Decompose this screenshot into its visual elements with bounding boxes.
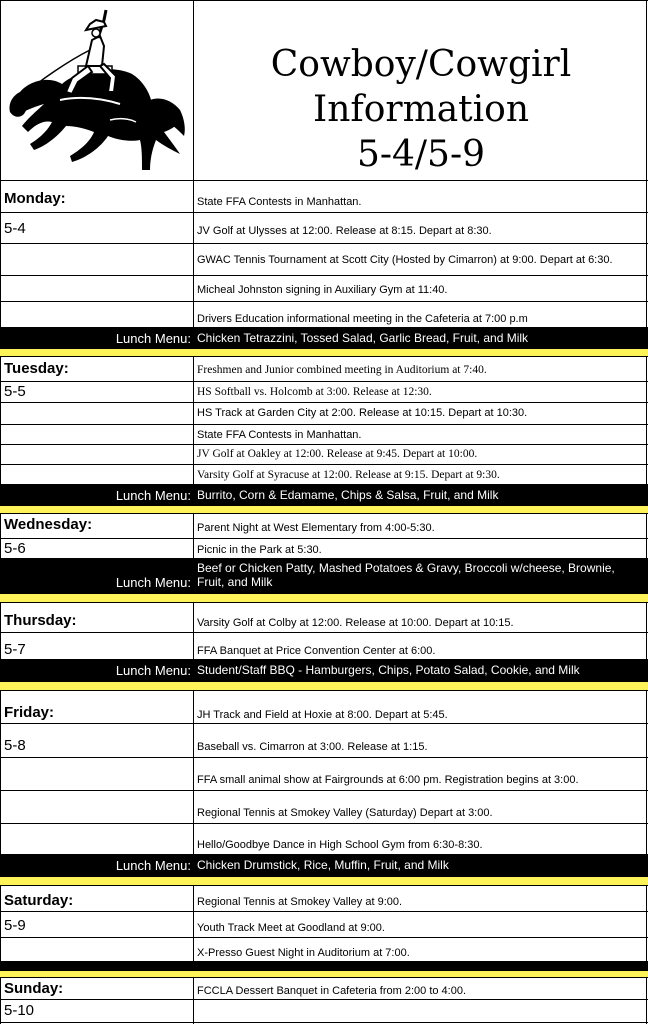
event-item: Varsity Golf at Syracuse at 12:00. Release at 9:15. Depart at 9:30. bbox=[197, 469, 500, 481]
yellow-separator bbox=[0, 348, 648, 357]
top-border bbox=[0, 0, 648, 1]
row-divider bbox=[0, 424, 648, 425]
row-divider bbox=[0, 275, 648, 276]
bucking-horse-rider-icon bbox=[0, 0, 193, 180]
date-thursday: 5-7 bbox=[4, 641, 26, 658]
lunch-bar-thursday bbox=[0, 659, 648, 681]
event-item: Baseball vs. Cimarron at 3:00. Release at 1:15. bbox=[197, 741, 428, 753]
lunch-menu-text: Student/Staff BBQ - Hamburgers, Chips, Potato Salad, Cookie, and Milk bbox=[197, 663, 580, 677]
lunch-label: Lunch Menu: bbox=[115, 575, 191, 590]
page-title bbox=[194, 42, 648, 177]
event-item: Regional Tennis at Smokey Valley (Saturday) Depart at 3:00. bbox=[197, 807, 493, 819]
event-item: Youth Track Meet at Goodland at 9:00. bbox=[197, 922, 385, 934]
lunch-label: Lunch Menu: bbox=[115, 858, 191, 873]
row-divider bbox=[0, 301, 648, 302]
event-item: State FFA Contests in Manhattan. bbox=[197, 196, 362, 208]
event-item: Varsity Golf at Colby at 12:00. Release at 10:00. Depart at 10:15. bbox=[197, 617, 514, 629]
event-item: FFA small animal show at Fairgrounds at 6:00 pm. Registration begins at 3:00. bbox=[197, 774, 579, 786]
lunch-label: Lunch Menu: bbox=[115, 331, 191, 346]
day-label-saturday: Saturday: bbox=[4, 892, 74, 909]
event-item: Freshmen and Junior combined meeting in Auditorium at 7:40. bbox=[197, 364, 487, 376]
blank-bar-saturday bbox=[0, 961, 648, 970]
row-divider bbox=[0, 999, 648, 1000]
lunch-menu-text: Chicken Tetrazzini, Tossed Salad, Garlic Bread, Fruit, and Milk bbox=[197, 331, 529, 345]
lunch-label: Lunch Menu: bbox=[115, 663, 191, 678]
date-wednesday: 5-6 bbox=[4, 540, 26, 557]
day-label-tuesday: Tuesday: bbox=[4, 360, 69, 377]
event-item: Picnic in the Park at 5:30. bbox=[197, 544, 322, 556]
row-divider bbox=[0, 243, 648, 244]
day-label-sunday: Sunday: bbox=[4, 980, 64, 997]
yellow-separator bbox=[0, 593, 648, 603]
row-divider bbox=[0, 464, 648, 465]
lunch-bar-wednesday bbox=[0, 558, 648, 593]
bottom-border bbox=[0, 1022, 648, 1023]
event-item: HS Track at Garden City at 2:00. Release at 10:15. Depart at 10:30. bbox=[197, 407, 528, 419]
event-item: Regional Tennis at Smokey Valley at 9:00. bbox=[197, 896, 403, 908]
lunch-bar-monday bbox=[0, 327, 648, 349]
event-item: Parent Night at West Elementary from 4:00-5:30. bbox=[197, 522, 435, 534]
row-divider bbox=[0, 444, 648, 445]
yellow-separator bbox=[0, 681, 648, 691]
title-line-2: Information bbox=[312, 89, 530, 130]
yellow-separator bbox=[0, 505, 648, 514]
event-item: JV Golf at Ulysses at 12:00. Release at 8:15. Depart at 8:30. bbox=[197, 225, 492, 237]
title-line-3: 5-4/5-9 bbox=[356, 134, 486, 175]
row-divider bbox=[0, 212, 648, 213]
event-item: GWAC Tennis Tournament at Scott City (Hosted by Cimarron) at 9:00. Depart at 6:30. bbox=[197, 254, 613, 266]
event-item: State FFA Contests in Manhattan. bbox=[197, 429, 362, 441]
row-divider bbox=[0, 381, 648, 382]
row-divider bbox=[0, 937, 648, 938]
lunch-menu-text: Beef or Chicken Patty, Mashed Potatoes & Gravy, Broccoli w/cheese, Brownie, Fruit, and Milk bbox=[197, 561, 615, 589]
row-divider bbox=[0, 911, 648, 912]
date-tuesday: 5-5 bbox=[4, 383, 26, 400]
event-item: Drivers Education informational meeting in the Cafeteria at 7:00 p.m bbox=[197, 313, 528, 325]
event-item: X-Presso Guest Night in Auditorium at 7:00. bbox=[197, 947, 410, 959]
event-item: JV Golf at Oakley at 12:00. Release at 9:45. Depart at 10:00. bbox=[197, 448, 478, 460]
date-friday: 5-8 bbox=[4, 737, 26, 754]
row-divider bbox=[0, 723, 648, 724]
yellow-separator bbox=[0, 970, 648, 978]
day-label-friday: Friday: bbox=[4, 704, 55, 721]
lunch-label: Lunch Menu: bbox=[115, 488, 191, 503]
row-divider bbox=[0, 823, 648, 824]
event-item: JH Track and Field at Hoxie at 8:00. Depart at 5:45. bbox=[197, 709, 448, 721]
yellow-separator bbox=[0, 876, 648, 886]
row-divider bbox=[0, 632, 648, 633]
lunch-bar-friday bbox=[0, 854, 648, 876]
header-divider bbox=[0, 180, 648, 181]
date-sunday: 5-10 bbox=[4, 1002, 35, 1019]
day-label-monday: Monday: bbox=[4, 190, 66, 207]
event-item: Hello/Goodbye Dance in High School Gym from 6:30-8:30. bbox=[197, 839, 483, 851]
date-saturday: 5-9 bbox=[4, 917, 26, 934]
row-divider bbox=[0, 790, 648, 791]
date-monday: 5-4 bbox=[4, 220, 26, 237]
lunch-menu-text: Burrito, Corn & Edamame, Chips & Salsa, Fruit, and Milk bbox=[197, 488, 499, 502]
row-divider bbox=[0, 538, 648, 539]
title-line-1: Cowboy/Cowgirl bbox=[270, 44, 572, 85]
lunch-menu-text: Chicken Drumstick, Rice, Muffin, Fruit, and Milk bbox=[197, 858, 449, 872]
day-label-thursday: Thursday: bbox=[4, 612, 77, 629]
row-divider bbox=[0, 757, 648, 758]
event-item: FFA Banquet at Price Convention Center at 6:00. bbox=[197, 645, 436, 657]
row-divider bbox=[0, 402, 648, 403]
lunch-bar-tuesday bbox=[0, 484, 648, 505]
event-item: Micheal Johnston signing in Auxiliary Gym at 11:40. bbox=[197, 284, 448, 296]
event-item: FCCLA Dessert Banquet in Cafeteria from 2:00 to 4:00. bbox=[197, 985, 467, 997]
day-label-wednesday: Wednesday: bbox=[4, 516, 93, 533]
event-item: HS Softball vs. Holcomb at 3:00. Release at 12:30. bbox=[197, 386, 432, 398]
bronco-logo bbox=[0, 0, 193, 180]
